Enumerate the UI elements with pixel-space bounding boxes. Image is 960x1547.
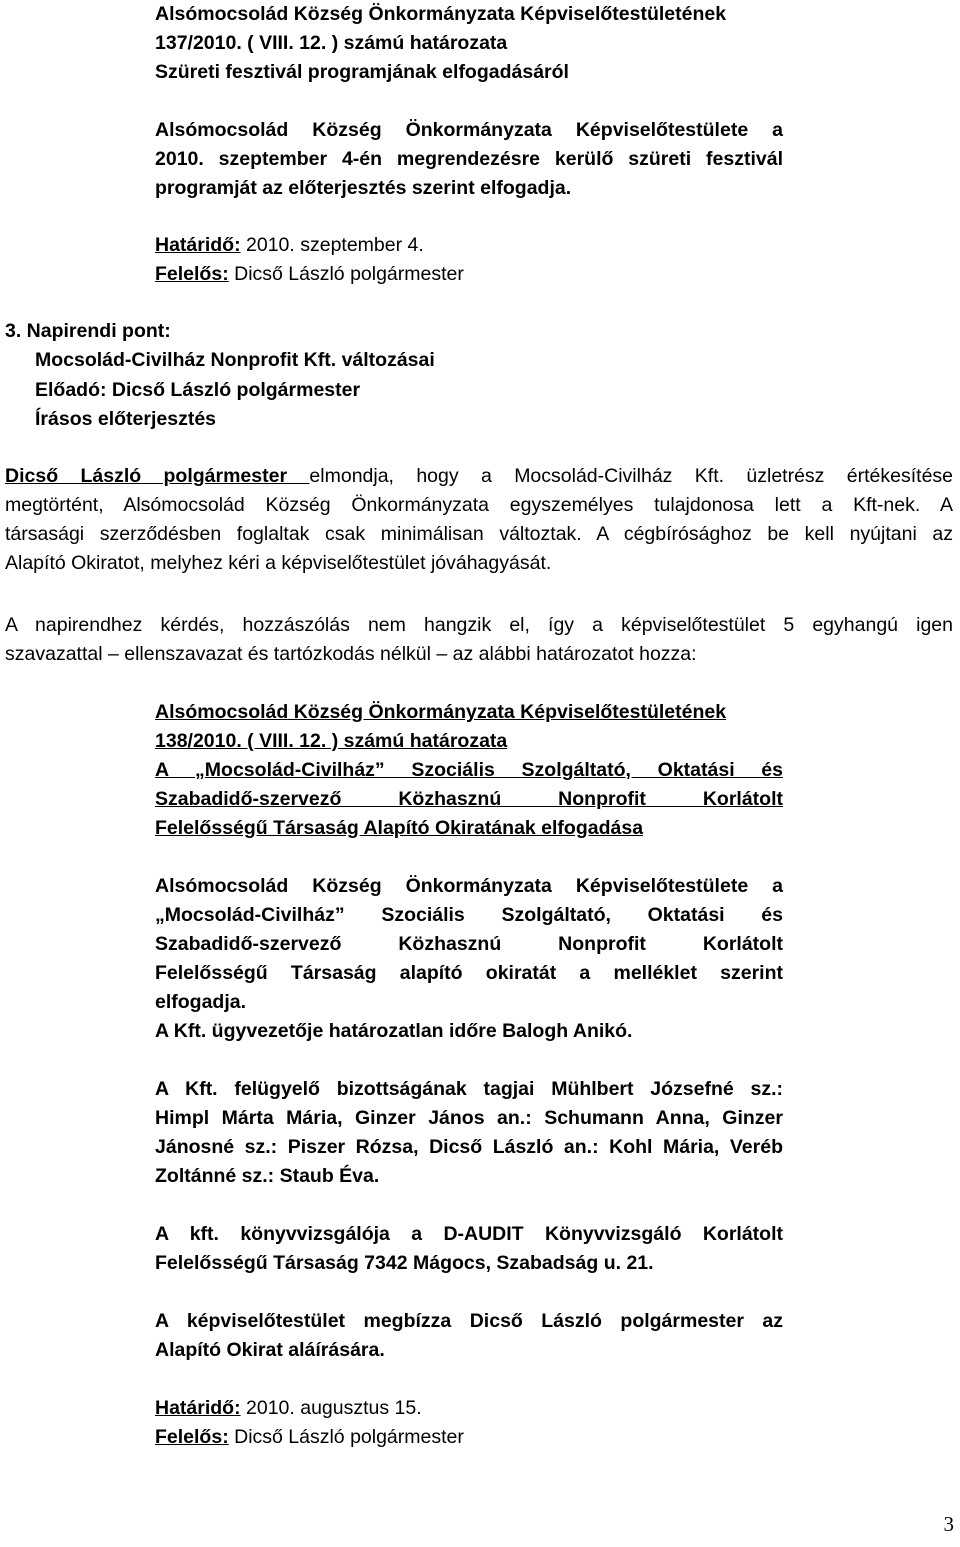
deadline-label: Határidő:	[155, 1397, 241, 1419]
res137-title-line1: Alsómocsolád Község Önkormányzata Képviselőtestületének	[155, 3, 727, 25]
res137-body-line2: 2010. szeptember 4-én megrendezésre kerülő szüreti fesztivál	[155, 148, 783, 170]
deadline-value: 2010. szeptember 4.	[240, 234, 424, 256]
speech-line4: Alapító Okiratot, melyhez kéri a képviselőtestület jóváhagyását.	[5, 552, 552, 574]
speech-line3: társasági szerződésben foglaltak csak minimálisan változtak. A cégbírósághoz be kell nyújtani az	[5, 523, 953, 545]
responsible-value: Dicső László polgármester	[228, 263, 464, 285]
res137-body-line1: Alsómocsolád Község Önkormányzata Képviselőtestülete a	[155, 119, 783, 141]
res138-responsible	[155, 1423, 783, 1452]
res138-manager: A Kft. ügyvezetője határozatlan időre Balogh Anikó.	[155, 1020, 633, 1042]
deadline-value: 2010. augusztus 15.	[240, 1397, 422, 1419]
res138-mandate-line2: Alapító Okirat aláírására.	[155, 1339, 385, 1361]
speech-line1-rest: elmondja, hogy a Mocsolád-Civilház Kft. üzletrész értékesítése	[309, 465, 954, 487]
vote-line2: szavazattal – ellenszavazat és tartózkodás nélkül – az alábbi határozatot hozza:	[5, 643, 697, 665]
speaker-name: Dicső László polgármester	[5, 465, 310, 487]
res138-title-line2: 138/2010. ( VIII. 12. ) számú határozata	[155, 730, 508, 752]
res137-responsible	[155, 260, 783, 289]
res137-title-line3: Szüreti fesztivál programjának elfogadásáról	[155, 61, 569, 83]
res138-body-line5: elfogadja.	[155, 991, 247, 1013]
res138-board-line4: Zoltánné sz.: Staub Éva.	[155, 1165, 380, 1187]
res138-title-line4: Szabadidő-szervező Közhasznú Nonprofit Korlátolt	[155, 788, 783, 810]
page-number: 3	[943, 1512, 954, 1536]
res138-mandate-line1: A képviselőtestület megbízza Dicső László polgármester az	[155, 1310, 783, 1332]
res138-title-line5: Felelősségű Társaság Alapító Okiratának elfogadása	[155, 817, 644, 839]
deadline-label: Határidő:	[155, 234, 241, 256]
res138-board-line2: Himpl Márta Mária, Ginzer János an.: Schumann Anna, Ginzer	[155, 1107, 783, 1129]
agenda-heading: 3. Napirendi pont:	[5, 320, 171, 342]
responsible-label: Felelős:	[155, 1426, 229, 1448]
res138-auditor-line2: Felelősségű Társaság 7342 Mágocs, Szabadság u. 21.	[155, 1252, 654, 1274]
res138-body-line3: Szabadidő-szervező Közhasznú Nonprofit Korlátolt	[155, 933, 783, 955]
res138-board-line1: A Kft. felügyelő bizottságának tagjai Mühlbert Józsefné sz.:	[155, 1078, 783, 1100]
res138-body-line2: „Mocsolád-Civilház” Szociális Szolgáltató, Oktatási és	[155, 904, 783, 926]
res138-body-line4: Felelősségű Társaság alapító okiratát a melléklet szerint	[155, 962, 783, 984]
res138-body-line1: Alsómocsolád Község Önkormányzata Képviselőtestülete a	[155, 875, 783, 897]
res137-body-line3: programját az előterjesztés szerint elfogadja.	[155, 177, 572, 199]
res138-board-line3: Jánosné sz.: Piszer Rózsa, Dicső László an.: Kohl Mária, Veréb	[155, 1136, 783, 1158]
responsible-label: Felelős:	[155, 263, 229, 285]
res137-deadline	[155, 231, 783, 260]
agenda-topic: Mocsolád-Civilház Nonprofit Kft. változásai	[35, 349, 435, 371]
responsible-value: Dicső László polgármester	[228, 1426, 464, 1448]
agenda-presenter: Előadó: Dicső László polgármester	[35, 379, 361, 401]
res137-title-line2: 137/2010. ( VIII. 12. ) számú határozata	[155, 32, 508, 54]
agenda-type: Írásos előterjesztés	[35, 408, 217, 430]
res138-deadline	[155, 1394, 783, 1423]
res138-title-line3: A „Mocsolád-Civilház” Szociális Szolgáltató, Oktatási és	[155, 759, 783, 781]
vote-line1: A napirendhez kérdés, hozzászólás nem hangzik el, így a képviselőtestület 5 egyhangú igen	[5, 614, 953, 636]
speech-line2: megtörtént, Alsómocsolád Község Önkormányzata egyszemélyes tulajdonosa lett a Kft-nek. A	[5, 494, 953, 516]
res138-auditor-line1: A kft. könyvvizsgálója a D-AUDIT Könyvvizsgáló Korlátolt	[155, 1223, 783, 1245]
res138-title-line1: Alsómocsolád Község Önkormányzata Képviselőtestületének	[155, 701, 727, 723]
speech-line1	[5, 462, 953, 491]
